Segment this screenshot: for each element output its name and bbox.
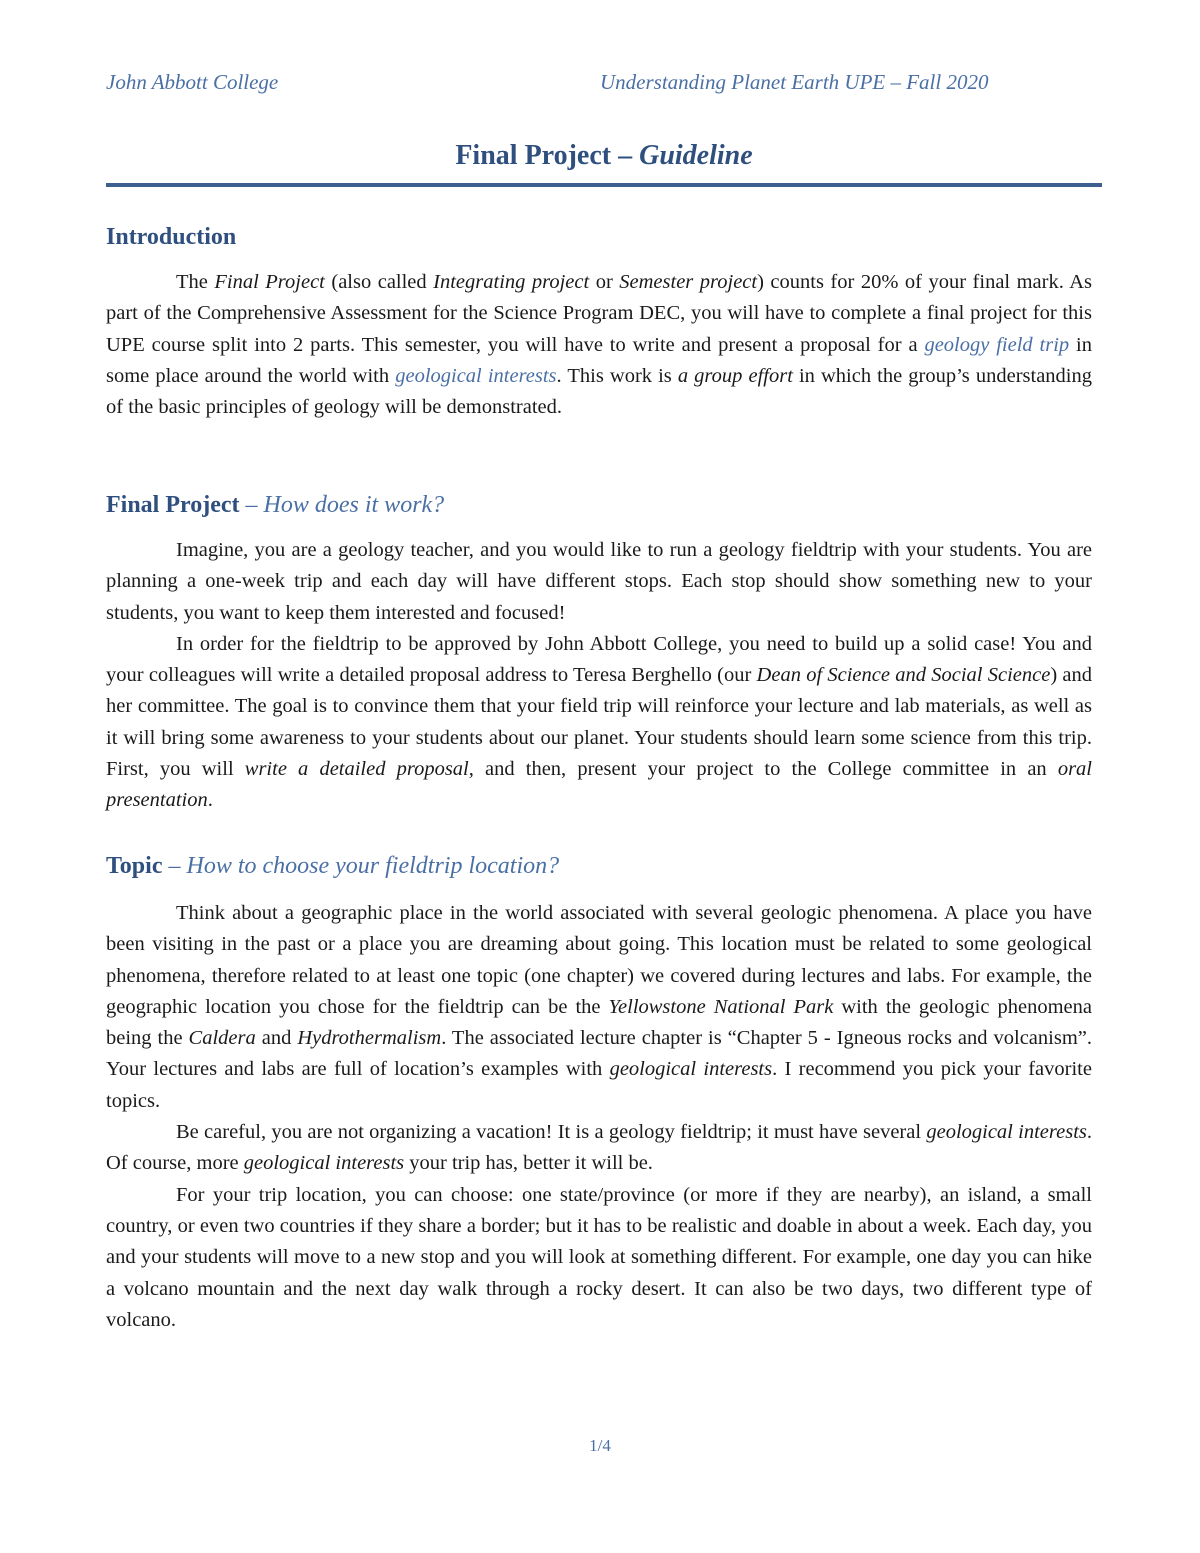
section-how-it-works (106, 490, 1092, 817)
text-run: Be careful, you are not organizing a vacation! It is a geology fieldtrip; it must have several (176, 1121, 927, 1144)
page-title (106, 140, 1102, 172)
introduction-heading-text: Introduction (106, 224, 237, 250)
text-run-italic: geological interests (243, 1152, 405, 1175)
text-run: . (207, 789, 213, 812)
text-run-italic: Final Project (214, 271, 325, 293)
highlight-geology-field-trip: geology field trip (924, 333, 1070, 356)
text-run-italic: a group effort (677, 364, 793, 387)
highlight-geological-interests: geological interests (395, 364, 557, 387)
text-run-italic: Hydrothermalism (297, 1027, 442, 1050)
how-paragraph-1: Imagine, you are a geology teacher, and you would like to run a geology fieldtrip with your students. You are planning a one-week trip and each day will have different stops. Each stop should show something new to your students, you want to keep them interested and focused! (106, 539, 1092, 624)
text-run: Think about a geographic place in the world associated with several geologic phenomena. A place you have been visiting in the past or a place you are dreaming about going. This location must be related to some geological phenomena, therefore related to at least one topic (one chapter) we covered during lectures and labs. For example, the geographic location you chose for the fieldtrip can be the (106, 902, 1092, 1018)
text-run-italic: Dean of Science and Social Science (756, 664, 1051, 687)
text-run: . The associated lecture chapter is “Chapter 5 - Igneous rocks and volcanism”. Your lectures and labs are full of location’s examples with (106, 1027, 1092, 1081)
header-college: John Abbott College (106, 70, 279, 94)
text-run-italic: write a detailed proposal (244, 758, 469, 781)
text-run: In order for the fieldtrip to be approved by John Abbott College, you need to build up a solid case! You and your colleagues will write a detailed proposal address to Teresa Berghello (our (106, 632, 1092, 687)
topic-heading-subtitle: – How to choose your fieldtrip location? (162, 853, 560, 879)
introduction-paragraph (106, 267, 1092, 423)
text-run-italic: geological interests (926, 1121, 1087, 1144)
section-introduction (106, 222, 1092, 423)
text-run: ) and her committee. The goal is to convince them that your field trip will reinforce your lecture and lab materials, as well as it will bring some awareness to your students about our planet. Your students should learn some science from this trip. First, you will (106, 664, 1092, 781)
text-run: . Of course, more (106, 1121, 1092, 1175)
title-italic: Guideline (639, 140, 753, 171)
text-run: , and then, present your project to the College committee in an (468, 758, 1058, 781)
title-main: Final Project – (455, 140, 640, 171)
text-run: with the geologic phenomena being the (106, 995, 1092, 1050)
text-run-italic: Caldera (188, 1027, 256, 1050)
section-topic (106, 851, 1092, 1336)
topic-paragraph-1 (106, 898, 1092, 1117)
text-run: . This work is (556, 364, 678, 387)
how-paragraph-2 (106, 629, 1092, 817)
topic-paragraph-2 (106, 1117, 1092, 1180)
text-run: your trip has, better it will be. (404, 1152, 653, 1175)
text-run: or (589, 271, 620, 293)
how-heading (106, 490, 1092, 520)
text-run: in some place around the world with (106, 333, 1092, 387)
topic-heading (106, 851, 1092, 881)
topic-paragraph-3: For your trip location, you can choose: one state/province (or more if they are nearby), an island, a small country, or even two countries if they share a border; but it has to be realistic and doable in about a week. Each day, you and your students will move to a new stop and you will look at something different. For example, one day you can hike a volcano mountain and the next day walk through a rocky desert. It can also be two days, two different type of volcano. (106, 1183, 1092, 1331)
topic-heading-text: Topic (106, 853, 163, 879)
page-number: 1/4 (589, 1436, 611, 1455)
text-run-italic: oral presentation (106, 758, 1092, 812)
text-run: ) counts for 20% of your final mark. As part of the Comprehensive Assessment for the Science Program DEC, you will have to complete a final project for this UPE course split into 2 parts. This semester, you will have to write and present a proposal for a (106, 271, 1093, 356)
title-divider (106, 183, 1102, 187)
text-run-italic: geological interests (609, 1058, 773, 1081)
text-run-italic: Semester project (619, 271, 758, 293)
how-heading-subtitle: – How does it work? (239, 492, 445, 518)
text-run: and (255, 1027, 298, 1050)
text-run-italic: Integrating project (433, 271, 590, 293)
how-heading-text: Final Project (106, 492, 240, 518)
text-run: The (176, 271, 215, 293)
text-run: (also called (324, 271, 434, 293)
header-course: Understanding Planet Earth UPE – Fall 2020 (600, 70, 989, 94)
text-run: . I recommend you pick your favorite topics. (106, 1058, 1092, 1112)
text-run-italic: Yellowstone National Park (608, 995, 834, 1018)
text-run: in which the group’s understanding of the basic principles of geology will be demonstrated. (106, 364, 1092, 419)
introduction-heading (106, 222, 1092, 252)
